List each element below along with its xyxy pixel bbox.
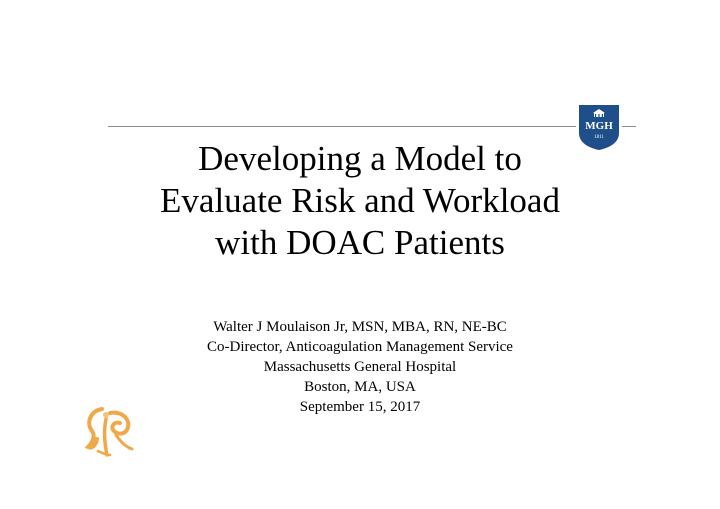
presenter-location: Boston, MA, USA [304, 379, 416, 395]
slide-title [0, 138, 720, 264]
slide-title-line: with DOAC Patients [215, 223, 505, 262]
slide-title-line: Developing a Model to [198, 139, 522, 178]
presenter-name: Walter J Moulaison Jr, MSN, MBA, RN, NE-BC [213, 319, 507, 335]
header-rule-right [622, 126, 636, 127]
conference-swirl-logo [80, 405, 138, 459]
slide-title-line: Evaluate Risk and Workload [160, 181, 560, 220]
header-rule-left [108, 126, 576, 127]
presenter-role: Co-Director, Anticoagulation Management Service [207, 339, 513, 355]
presentation-date: September 15, 2017 [299, 399, 421, 415]
presenter-institution: Massachusetts General Hospital [263, 359, 457, 375]
presenter-info [0, 317, 720, 417]
mgh-logo-text: MGH [585, 120, 613, 132]
mgh-logo-year: 1811 [594, 135, 604, 140]
